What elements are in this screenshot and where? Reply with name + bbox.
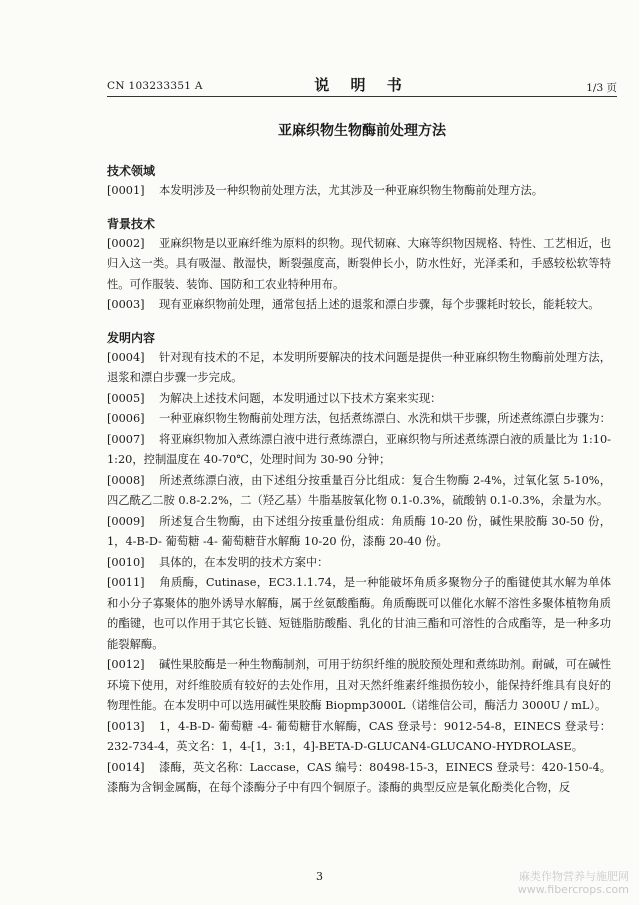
section-heading: 发明内容 (107, 330, 156, 345)
page-indicator: 1/3 页 (586, 82, 617, 94)
document-type: 说 明 书 (314, 76, 410, 94)
paragraph (107, 389, 611, 410)
paragraph (107, 295, 611, 316)
document-body (107, 162, 611, 799)
paragraph (107, 430, 611, 471)
paragraph (107, 409, 611, 430)
page-header (107, 70, 617, 94)
paragraph-text: 漆酶，英文名称：Laccase，CAS 编号：80498-15-3，EINECS 登录号：420-150-4。漆酶为含铜金属酶，在每个漆酶分子中有四个铜原子。漆酶的典型反应是氧化酚类化合物，反 (107, 760, 611, 794)
paragraph-text: 1，4-B-D- 葡萄糖 -4- 葡萄糖苷水解酶，CAS 登录号：9012-54-8，EINECS 登录号：232-734-4，英文名：1，4-[1，3:1，4]-BETA-D-GLUCAN4-GLUCANO-HYDROLASE。 (107, 719, 611, 753)
paragraph (107, 717, 611, 758)
paragraph (107, 512, 611, 553)
paragraph-text: 所述复合生物酶，由下述组分按重量份组成：角质酶 10-20 份，碱性果胶酶 30-50 份，1，4-B-D- 葡萄糖 -4- 葡萄糖苷水解酶 10-20 份，漆酶 20-40 份。 (107, 514, 611, 548)
section-heading: 背景技术 (107, 216, 156, 231)
paragraph (107, 234, 611, 296)
paragraph-number: [0003] (107, 298, 145, 311)
paragraph (107, 181, 611, 202)
paragraph-number: [0011] (107, 576, 145, 589)
paragraph-number: [0008] (107, 473, 145, 487)
paragraph-number: [0013] (107, 719, 145, 733)
paragraph (107, 348, 611, 389)
paragraph-number: [0012] (107, 658, 145, 671)
paragraph-text: 本发明涉及一种织物前处理方法，尤其涉及一种亚麻织物生物酶前处理方法。 (159, 184, 544, 197)
paragraph (107, 758, 611, 799)
page-number: 3 (316, 870, 323, 883)
watermark (518, 870, 629, 896)
paragraph-number: [0004] (107, 350, 145, 364)
paragraph-number: [0009] (107, 514, 145, 528)
paragraph (107, 573, 611, 655)
paragraph-text: 碱性果胶酶是一种生物酶制剂，可用于纺织纤维的脱胶预处理和煮练助剂。耐碱，可在碱性环境下使用，对纤维胶质有较好的去处作用，且对天然纤维素纤维损伤较小，能保持纤维具有良好的物理性能。在本发明中可以选用碱性果胶酶 Biopmp3000L（诺维信公司，酶活力 3000U / mL）。 (107, 658, 611, 712)
paragraph-number: [0007] (107, 432, 145, 446)
paragraph-number: [0010] (107, 555, 145, 569)
section-heading: 技术领域 (107, 164, 156, 178)
paragraph-number: [0005] (107, 391, 145, 405)
paragraph (107, 655, 611, 717)
document-title: 亚麻织物生物酶前处理方法 (278, 123, 446, 139)
paragraph-number: [0006] (107, 412, 145, 425)
paragraph-number: [0014] (107, 760, 145, 774)
paragraph-text: 现有亚麻织物前处理，通常包括上述的退浆和漂白步骤，每个步骤耗时较长，能耗较大。 (159, 298, 600, 311)
paragraph-text: 亚麻织物是以亚麻纤维为原料的织物。现代韧麻、大麻等织物因规格、特性、工艺相近，也归入这一类。具有吸湿、散湿快，断裂强度高，断裂伸长小，防水性好，光泽柔和，手感较松软等特性。可作服装、装饰、国防和工农业特种用布。 (107, 236, 611, 291)
paragraph-number: [0002] (107, 236, 145, 250)
paragraph-text: 所述煮练漂白液，由下述组分按重量百分比组成：复合生物酶 2-4%，过氧化氢 5-10%，四乙酰乙二胺 0.8-2.2%，二（羟乙基）牛脂基胺氧化物 0.1-0.3%，硫酸钠 0.1-0.3%，余量为水。 (107, 473, 611, 507)
paragraph-text: 为解决上述技术问题，本发明通过以下技术方案来实现： (159, 391, 442, 405)
paragraph-text: 将亚麻织物加入煮练漂白液中进行煮练漂白，亚麻织物与所述煮练漂白液的质量比为 1:10-1:20，控制温度在 40-70℃，处理时间为 30-90 分钟； (107, 432, 611, 466)
watermark-line: 麻类作物营养与施肥网 (519, 870, 629, 883)
paragraph-text: 角质酶，Cutinase，EC3.1.1.74，是一种能破坏角质多聚物分子的酯键使其水解为单体和小分子寡聚体的胞外诱导水解酶，属于丝氨酸酯酶。角质酶既可以催化水解不溶性多聚体植物角质的酯键，也可以作用于其它长链、短链脂肪酸酯、乳化的甘油三酯和可溶性的合成酯等，是一种多功能裂解酶。 (107, 576, 611, 651)
paragraph (107, 553, 611, 574)
watermark-line: www.fibercrops.com (517, 883, 629, 896)
paragraph-text: 针对现有技术的不足，本发明所要解决的技术问题是提供一种亚麻织物生物酶前处理方法，退浆和漂白步骤一步完成。 (107, 350, 611, 384)
patent-number: CN 103233351 A (107, 80, 203, 92)
paragraph (107, 471, 611, 512)
paragraph-text: 具体的，在本发明的技术方案中： (159, 555, 329, 569)
paragraph-text: 一种亚麻织物生物酶前处理方法，包括煮练漂白、水洗和烘干步骤，所述煮练漂白步骤为： (159, 412, 611, 425)
header-rule (107, 96, 617, 97)
paragraph-number: [0001] (107, 184, 145, 197)
